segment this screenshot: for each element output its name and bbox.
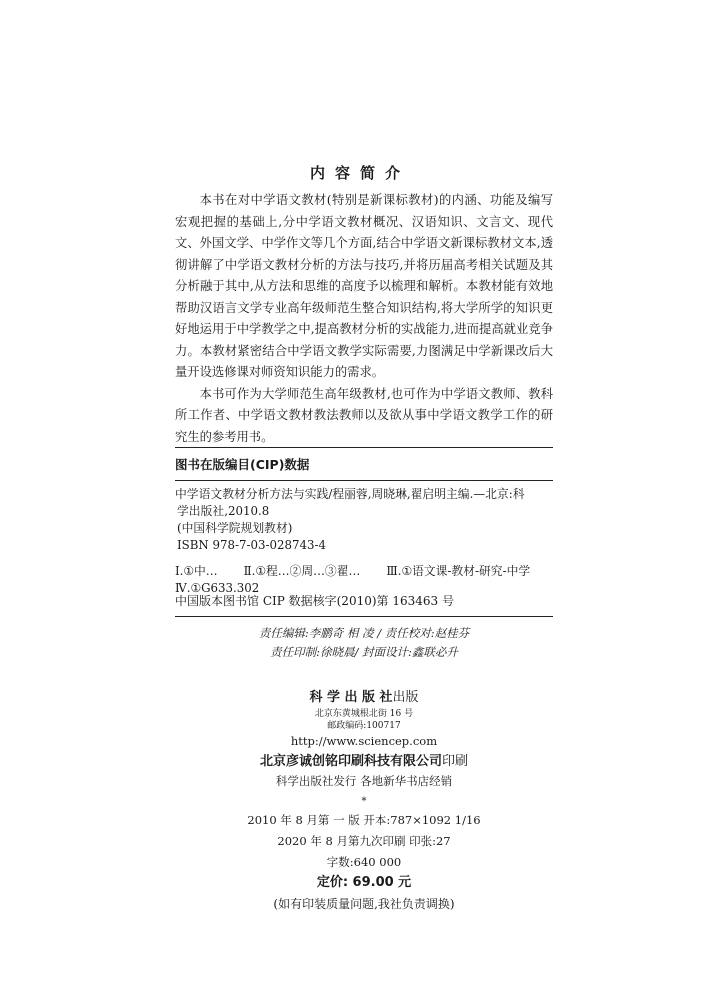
printing-info: 2020 年 8 月第九次印刷 印张:27 <box>277 834 451 848</box>
divider <box>175 447 553 448</box>
summary-body <box>175 190 553 448</box>
cip-heading: 图书在版编目(CIP)数据 <box>175 457 310 472</box>
credits <box>175 624 553 662</box>
credits-line: 责任印制:徐晓晨/ 封面设计:鑫联必升 <box>270 645 458 659</box>
colophon <box>175 688 553 914</box>
summary-title: 内容简介 <box>309 164 410 182</box>
printer-suffix: 印刷 <box>442 754 469 769</box>
cip-class-item: Ⅳ.①G633.302 <box>175 581 260 595</box>
edition-info: 2010 年 8 月第 一 版 开本:787×1092 1/16 <box>247 813 481 827</box>
publisher-url: http://www.sciencep.com <box>290 734 438 748</box>
cip-class-item: Ⅱ.①程…②周…③翟… <box>243 564 361 578</box>
cip-title-line: 中学语文教材分析方法与实践/程丽蓉,周晓琳,翟启明主编.—北京:科 <box>175 487 525 501</box>
price: 定价: 69.00 元 <box>316 875 412 890</box>
cip-class-item: Ⅰ.①中… <box>175 564 218 578</box>
printer <box>175 752 553 772</box>
cip-classification <box>175 563 560 580</box>
credits-line: 责任编辑:李鹏奇 相 凌 / 责任校对:赵桂芬 <box>258 626 470 640</box>
publisher-name: 科 学 出 版 社 <box>309 690 393 705</box>
cip-title-line: 学出版社,2010.8 <box>177 504 270 518</box>
cip-class-item: Ⅲ.①语文课-教材-研究-中学 <box>386 564 531 578</box>
divider <box>175 616 553 617</box>
distribution: 科学出版社发行 各地新华书店经销 <box>275 774 453 788</box>
cip-approval: 中国版本图书馆 CIP 数据核字(2010)第 163463 号 <box>175 594 454 608</box>
quality-note: (如有印装质量问题,我社负责调换) <box>273 897 455 911</box>
divider <box>175 480 553 481</box>
publisher <box>175 688 553 708</box>
publisher-address: 北京东黄城根北街 16 号 <box>314 709 414 719</box>
cip-series: (中国科学院规划教材) <box>177 521 293 535</box>
summary-paragraph: 本书可作为大学师范生高年级教材,也可作为中学语文教师、教科所工作者、中学语文教材教法教师以及欲从事中学语文教学工作的研究生的参考用书。 <box>175 386 553 444</box>
postcode: 邮政编码:100717 <box>327 721 401 731</box>
publisher-suffix: 出版 <box>392 690 419 705</box>
cip-record <box>175 486 560 597</box>
printer-name: 北京彦诚创铭印刷科技有限公司 <box>259 754 442 769</box>
summary-paragraph: 本书在对中学语文教材(特别是新课标教材)的内涵、功能及编写宏观把握的基础上,分中学语文教材概况、汉语知识、文言文、现代文、外国文学、中学作文等几个方面,结合中学语文新课标教材文本,透彻讲解了中学语文教材分析的方法与技巧,并将历届高考相关试题及其分析融于其中,从方法和思维的高度予以梳理和解析。本教材能有效地帮助汉语言文学专业高年级师范生整合知识结构,将大学所学的知识更好地运用于中学教学之中,提高教材分析的实战能力,进而提高就业竞争力。本教材紧密结合中学语文教学实际需要,力图满足中学新课改后大量开设选修课对师资知识能力的需求。 <box>175 193 553 379</box>
separator-star: * <box>361 796 367 807</box>
word-count: 字数:640 000 <box>326 855 402 869</box>
cip-isbn: ISBN 978-7-03-028743-4 <box>177 538 326 552</box>
